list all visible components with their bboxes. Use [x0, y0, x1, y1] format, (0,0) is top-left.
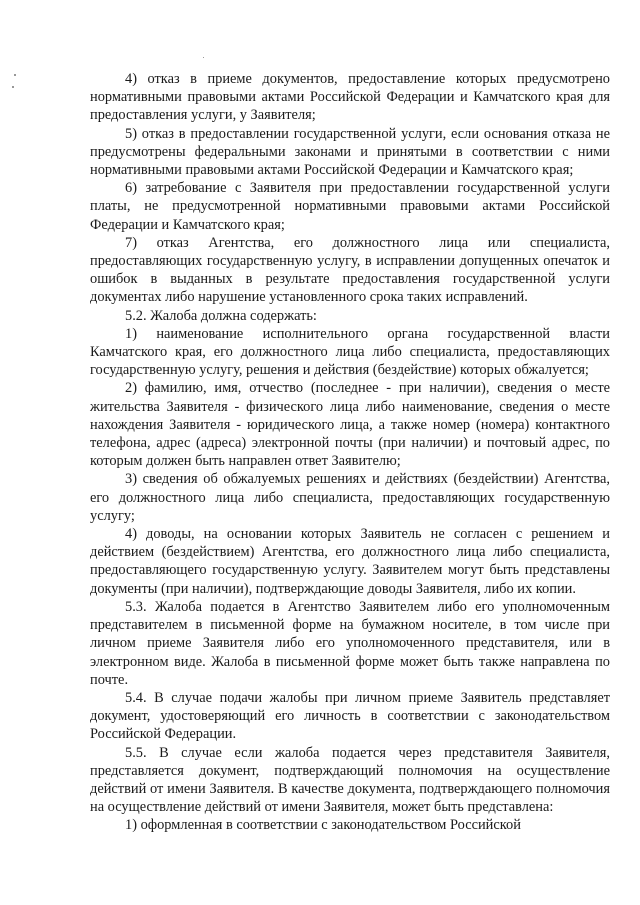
paragraph-arguments: 4) доводы, на основании которых Заявитель не согласен с решением и действием (бездействием) Агентства, его должностного лица либо специалиста, предоставляющего государственную услугу. Заявителем могут быть представлены документы (при наличии), подтверждающие доводы Заявителя, либо их копии. [90, 526, 610, 597]
paragraph-section-5-4: 5.4. В случае подачи жалобы при личном приеме Заявитель представляет документ, удостоверяющий его личность в соответствии с законодательством Российской Федерации. [90, 689, 610, 743]
paragraph-applicant-details: 2) фамилию, имя, отчество (последнее - при наличии), сведения о месте жительства Заявителя - физического лица либо наименование, сведения о месте нахождения Заявителя - юридического лица, а также номер (номера) контактного телефона, адрес (адреса) электронной почты (при наличии) и почтовый адрес, по которым должен быть направлен ответ Заявителю; [90, 380, 610, 470]
scan-speck [203, 57, 204, 58]
paragraph-correction-refusal: 7) отказ Агентства, его должностного лица или специалиста, предоставляющих государственную услугу, в исправлении допущенных опечаток и ошибок в выданных в результате предоставления государственной услуги документах либо нарушение установленного срока таких исправлений. [90, 234, 610, 306]
paragraph-refusal-service: 5) отказ в предоставлении государственной услуги, если основания отказа не предусмотрены федеральными законами и принятыми в соответствии с ними нормативными правовыми актами Российской Федерации и Камчатского края; [90, 125, 610, 179]
paragraph-refusal-documents: 4) отказ в приеме документов, предоставление которых предусмотрено нормативными правовыми актами Российской Федерации и Камчатского края для предоставления услуги, у Заявителя; [90, 71, 610, 124]
scan-speck [14, 74, 16, 76]
paragraph-section-5-3: 5.3. Жалоба подается в Агентство Заявителем либо его уполномоченным представителем в письменной форме на бумажном носителе, в том числе при личном приеме Заявителя либо его уполномоченного представителя, или в электронном виде. Жалоба в письменной форме может быть также направлена по почте. [90, 598, 610, 688]
paragraph-payment-demand: 6) затребование с Заявителя при предоставлении государственной услуги платы, не предусмотренной нормативными правовыми актами Российской Федерации и Камчатского края; [90, 180, 610, 233]
paragraph-appealed-decisions: 3) сведения об обжалуемых решениях и действиях (бездействии) Агентства, его должностного лица либо специалиста, предоставляющих государственную услугу; [90, 471, 610, 524]
scan-speck [12, 86, 14, 88]
document-body [90, 70, 610, 835]
paragraph-section-5-2: 5.2. Жалоба должна содержать: [125, 307, 317, 324]
paragraph-authority-name: 1) наименование исполнительного органа государственной власти Камчатского края, его должностного лица либо специалиста, предоставляющих государственную услугу, решения и действия (бездействие) которых обжалуется; [90, 325, 610, 379]
paragraph-section-5-5: 5.5. В случае если жалоба подается через представителя Заявителя, представляется документ, подтверждающий полномочия на осуществление действий от имени Заявителя. В качестве документа, подтверждающего полномочия на осуществление действий от имени Заявителя, может быть представлена: [90, 744, 610, 816]
paragraph-item-1-partial: 1) оформленная в соответствии с законодательством Российской [125, 817, 521, 834]
